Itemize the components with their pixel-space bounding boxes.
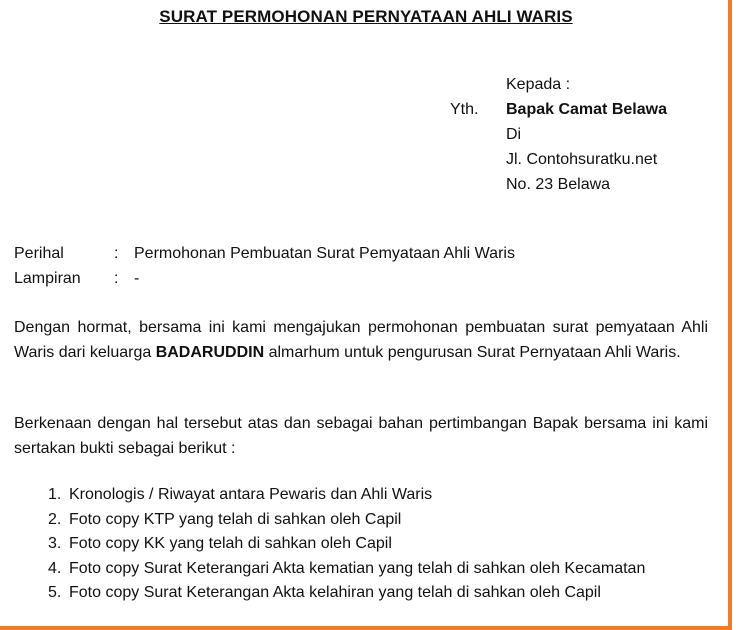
list-number: 1.	[48, 486, 62, 503]
list-item	[14, 532, 708, 557]
list-text: Foto copy Surat Keterangan Akta kelahiran yang telah di sahkan oleh Capil	[69, 584, 601, 601]
list-item	[14, 483, 708, 508]
list-number: 4.	[48, 559, 62, 577]
list-text: Kronologis / Riwayat antara Pewaris dan Ahli Waris	[69, 486, 433, 503]
opening-text-after: almarhum untuk pengurusan Surat Pernyataan Ahli Waris.	[264, 344, 681, 361]
lampiran-colon: :	[114, 270, 119, 287]
list-item	[14, 557, 708, 582]
lampiran-label: Lampiran	[14, 270, 81, 287]
deceased-name: BADARUDDIN	[155, 344, 265, 361]
letter-meta	[14, 241, 515, 291]
list-item	[14, 508, 708, 533]
lampiran-value: -	[134, 270, 140, 287]
document-list	[14, 483, 708, 606]
recipient-street: Jl. Contohsuratku.net	[506, 151, 658, 168]
opening-text-before: Dengan hormat, bersama ini kami mengajukan permohonan pembuatan surat pemyataan Ahli Waris dari keluarga	[14, 319, 708, 361]
perihal-colon: :	[114, 245, 119, 262]
list-number: 5.	[48, 584, 62, 601]
document-title: SURAT PERMOHONAN PERNYATAAN AHLI WARIS	[159, 7, 573, 26]
recipient-block	[450, 72, 667, 197]
list-text: Foto copy Surat Keterangari Akta kematian yang telah di sahkan oleh Kecamatan	[69, 559, 646, 577]
list-item	[14, 581, 708, 606]
list-number: 2.	[48, 510, 62, 528]
di-label: Di	[506, 126, 522, 143]
list-text: Foto copy KK yang telah di sahkan oleh Capil	[69, 535, 392, 552]
recipient-name: Bapak Camat Belawa	[506, 101, 667, 118]
perihal-value: Permohonan Pembuatan Surat Pemyataan Ahli Waris	[134, 245, 515, 262]
opening-paragraph	[14, 315, 708, 365]
yth-label: Yth.	[450, 101, 479, 118]
kepada-label: Kepada :	[506, 76, 571, 93]
perihal-label: Perihal	[14, 245, 64, 262]
list-text: Foto copy KTP yang telah di sahkan oleh Capil	[69, 510, 402, 528]
list-number: 3.	[48, 535, 62, 552]
recipient-number: No. 23 Belawa	[506, 176, 611, 193]
evidence-paragraph: Berkenaan dengan hal tersebut atas dan sebagai bahan pertimbangan Bapak bersama ini kami sertakan bukti sebagai berikut :	[14, 415, 708, 457]
